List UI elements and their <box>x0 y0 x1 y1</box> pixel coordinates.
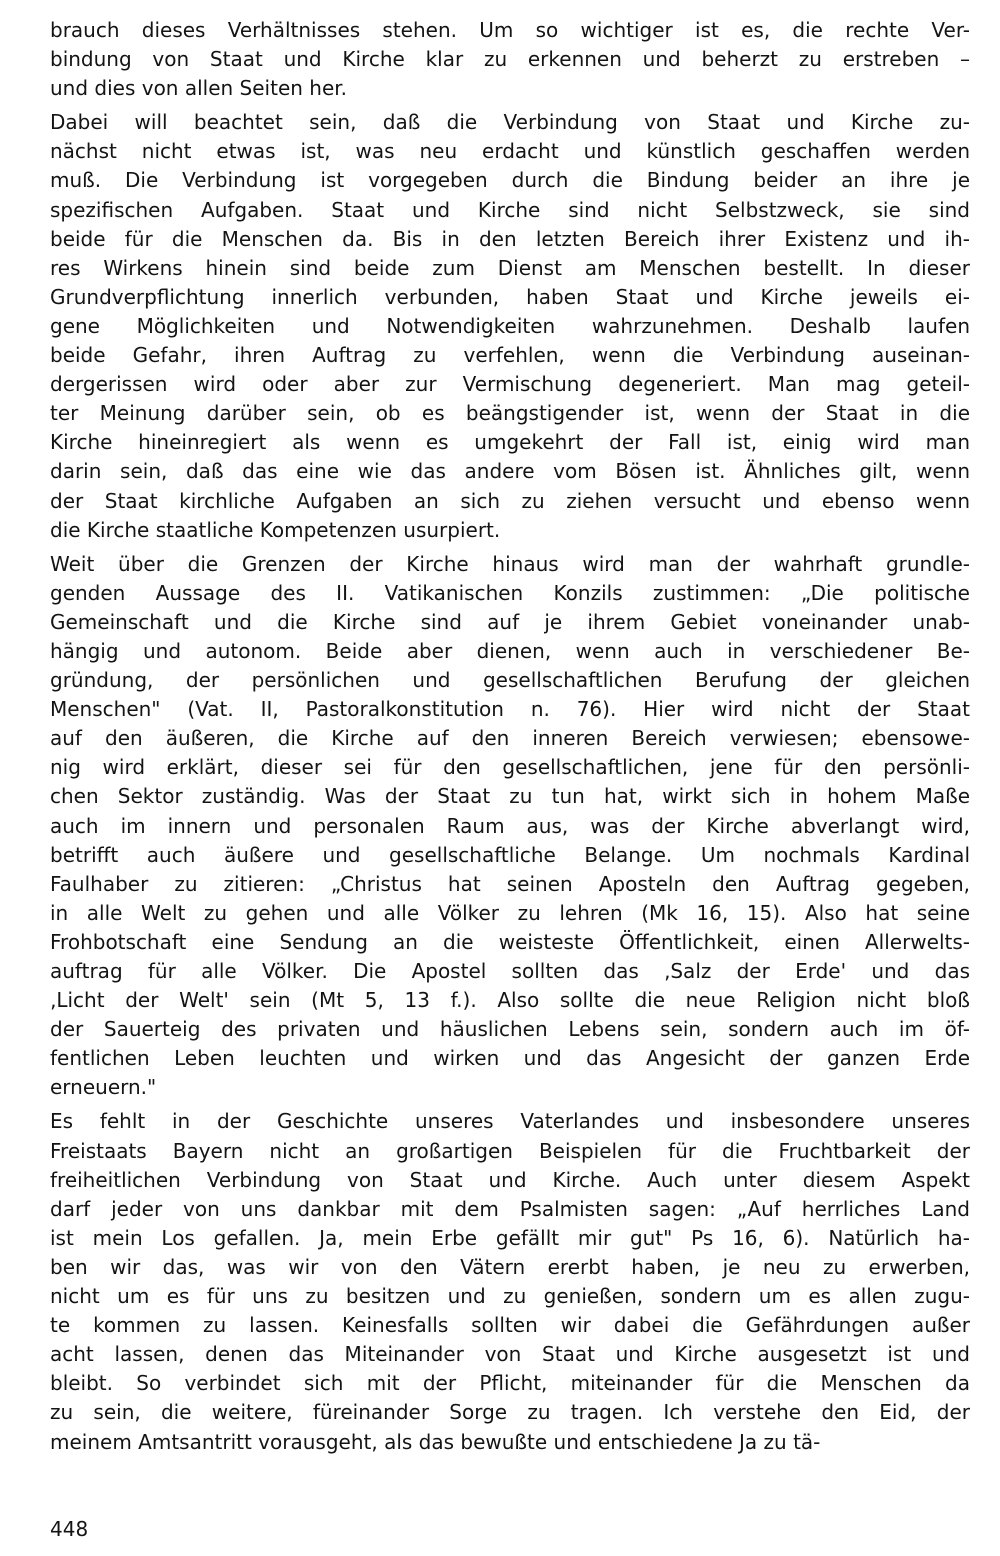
text-line: Grundverpflichtung innerlich verbunden, haben Staat und Kirche jeweils ei- <box>50 284 970 309</box>
text-line: acht lassen, denen das Miteinander von Staat und Kirche ausgesetzt ist und <box>50 1342 970 1367</box>
text-line: freiheitlichen Verbindung von Staat und Kirche. Auch unter diesem Aspekt <box>50 1167 970 1192</box>
text-line: beide Gefahr, ihren Auftrag zu verfehlen, wenn die Verbindung auseinan- <box>50 343 970 368</box>
text-line: in alle Welt zu gehen und alle Völker zu lehren (Mk 16, 15). Also hat seine <box>50 900 970 925</box>
text-line: spezifischen Aufgaben. Staat und Kirche sind nicht Selbstzweck, sie sind <box>50 197 970 222</box>
text-line: Freistaats Bayern nicht an großartigen Beispielen für die Fruchtbarkeit der <box>50 1138 970 1163</box>
text-line: bleibt. So verbindet sich mit der Pflicht, miteinander für die Menschen da <box>50 1371 970 1396</box>
text-line: ‚Licht der Welt' sein (Mt 5, 13 f.). Also sollte die neue Religion nicht bloß <box>50 988 970 1013</box>
text-line: darin sein, daß das eine wie das andere vom Bösen ist. Ähnliches gilt, wenn <box>50 459 970 484</box>
text-line: ben wir das, was wir von den Vätern ererbt haben, je neu zu erwerben, <box>50 1254 970 1279</box>
text-line: meinem Amtsantritt vorausgeht, als das bewußte und entschiedene Ja zu tä- <box>50 1429 821 1454</box>
text-line: auf den äußeren, die Kirche auf den inneren Bereich verwiesen; ebensowe- <box>50 726 970 751</box>
text-line: ist mein Los gefallen. Ja, mein Erbe gefällt mir gut" Ps 16, 6). Natürlich ha- <box>50 1225 970 1250</box>
text-line: Dabei will beachtet sein, daß die Verbindung von Staat und Kirche zu- <box>50 110 970 135</box>
text-line: Weit über die Grenzen der Kirche hinaus wird man der wahrhaft grundle- <box>50 551 970 576</box>
text-line: nicht um es für uns zu besitzen und zu genießen, sondern um es allen zugu- <box>50 1284 970 1309</box>
text-line: muß. Die Verbindung ist vorgegeben durch die Bindung beider an ihre je <box>50 168 970 193</box>
text-line: darf jeder von uns dankbar mit dem Psalmisten sagen: „Auf herrliches Land <box>50 1196 970 1221</box>
text-line: bindung von Staat und Kirche klar zu erkennen und beherzt zu erstreben – <box>50 47 970 72</box>
text-line: die Kirche staatliche Kompetenzen usurpiert. <box>50 517 501 542</box>
text-line: fentlichen Leben leuchten und wirken und das Angesicht der ganzen Erde <box>50 1046 970 1071</box>
paragraph <box>50 550 970 1103</box>
text-line: Faulhaber zu zitieren: „Christus hat seinen Aposteln den Auftrag gegeben, <box>50 871 970 896</box>
text-line: Gemeinschaft und die Kirche sind auf je ihrem Gebiet voneinander unab- <box>50 609 970 634</box>
text-line: ter Meinung darüber sein, ob es beängstigender ist, wenn der Staat in die <box>50 401 970 426</box>
paragraph <box>50 16 970 103</box>
text-line: auch im innern und personalen Raum aus, was der Kirche abverlangt wird, <box>50 813 970 838</box>
text-line: te kommen zu lassen. Keinesfalls sollten wir dabei die Gefährdungen außer <box>50 1313 970 1338</box>
page-number: 448 <box>50 1517 89 1541</box>
text-line: gene Möglichkeiten und Notwendigkeiten wahrzunehmen. Deshalb laufen <box>50 313 970 338</box>
text-line: auftrag für alle Völker. Die Apostel sollten das ‚Salz der Erde' und das <box>50 959 970 983</box>
text-line: Frohbotschaft eine Sendung an die weisteste Öffentlichkeit, einen Allerwelts- <box>50 929 970 954</box>
text-line: chen Sektor zuständig. Was der Staat zu tun hat, wirkt sich in hohem Maße <box>50 784 970 809</box>
text-line: der Sauerteig des privaten und häuslichen Lebens sein, sondern auch im öf- <box>50 1017 970 1042</box>
paragraph <box>50 108 970 544</box>
text-line: nig wird erklärt, dieser sei für den gesellschaftlichen, jene für den persönli- <box>50 755 970 780</box>
text-line: beide für die Menschen da. Bis in den letzten Bereich ihrer Existenz und ih- <box>50 226 970 251</box>
text-line: brauch dieses Verhältnisses stehen. Um so wichtiger ist es, die rechte Ver- <box>50 18 970 42</box>
text-line: Es fehlt in der Geschichte unseres Vaterlandes und insbesondere unseres <box>50 1109 970 1134</box>
text-line: erneuern." <box>50 1075 157 1100</box>
text-line: und dies von allen Seiten her. <box>50 76 348 101</box>
text-line: res Wirkens hinein sind beide zum Dienst am Menschen bestellt. In dieser <box>50 255 970 280</box>
body-text <box>50 16 970 1457</box>
text-line: der Staat kirchliche Aufgaben an sich zu ziehen versucht und ebenso wenn <box>50 488 970 513</box>
text-line: Kirche hineinregiert als wenn es umgekehrt der Fall ist, einig wird man <box>50 430 970 455</box>
text-line: nächst nicht etwas ist, was neu erdacht und künstlich geschaffen werden <box>50 139 970 164</box>
text-line: betrifft auch äußere und gesellschaftliche Belange. Um nochmals Kardinal <box>50 842 970 867</box>
text-line: hängig und autonom. Beide aber dienen, wenn auch in verschiedener Be- <box>50 638 970 663</box>
text-line: gründung, der persönlichen und gesellschaftlichen Berufung der gleichen <box>50 668 970 693</box>
text-line: genden Aussage des II. Vatikanischen Konzils zustimmen: „Die politische <box>50 580 970 605</box>
text-line: zu sein, die weitere, füreinander Sorge zu tragen. Ich verstehe den Eid, der <box>50 1400 970 1425</box>
paragraph <box>50 1107 970 1456</box>
text-line: Menschen" (Vat. II, Pastoralkonstitution n. 76). Hier wird nicht der Staat <box>50 697 970 722</box>
text-line: dergerissen wird oder aber zur Vermischung degeneriert. Man mag geteil- <box>50 372 970 397</box>
